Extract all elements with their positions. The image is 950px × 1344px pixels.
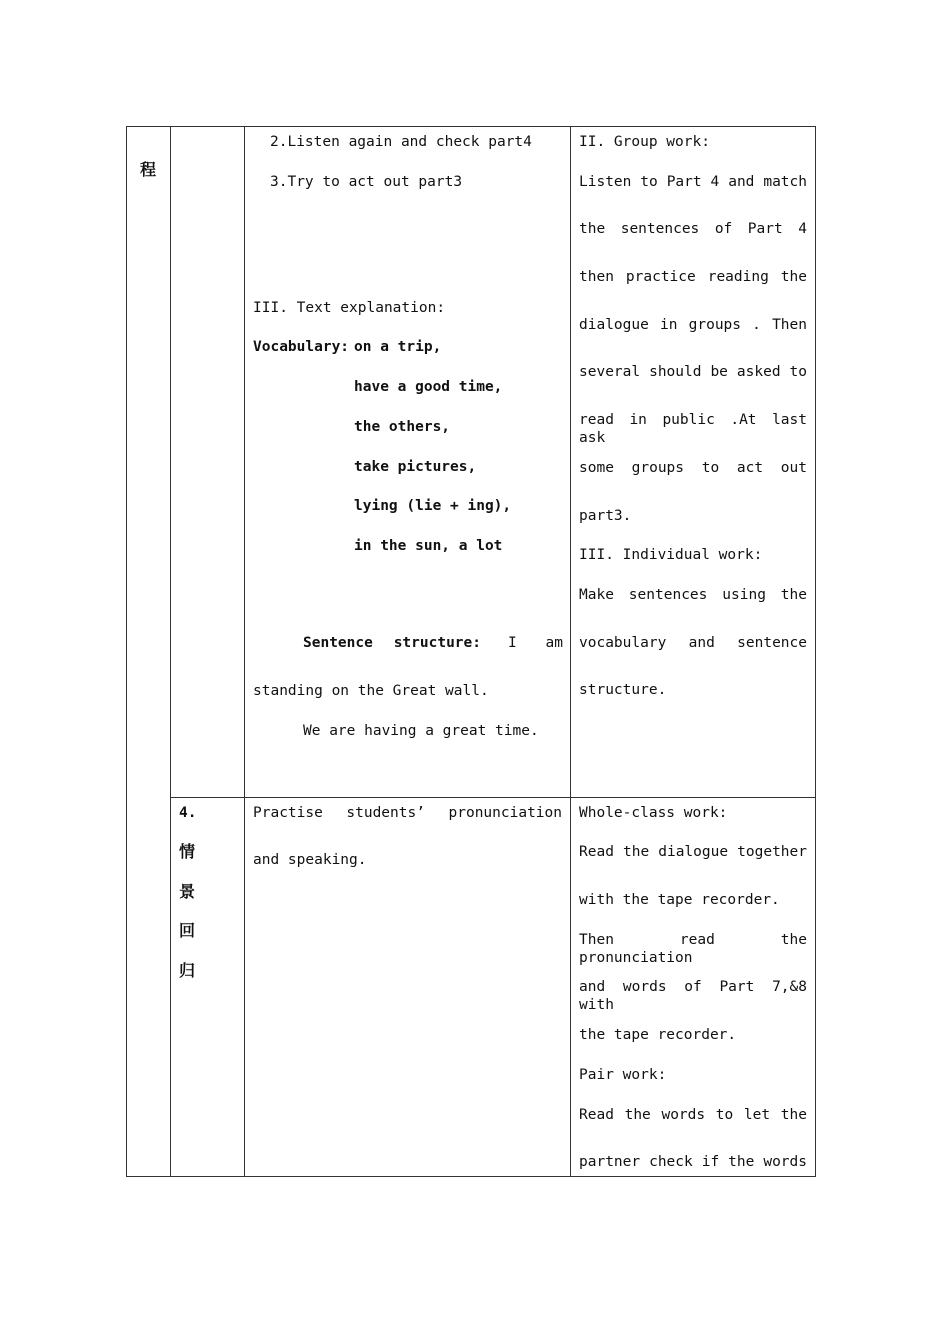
step-act-out: 3.Try to act out part3 bbox=[270, 174, 463, 190]
individual-work-heading: III. Individual work: bbox=[579, 547, 763, 563]
column-divider bbox=[170, 127, 171, 1176]
group-work-line: some groups to act out bbox=[579, 460, 807, 476]
sentence-example: I am bbox=[508, 635, 563, 651]
whole-class-line: Read the dialogue together bbox=[579, 844, 807, 860]
pair-work-line: partner check if the words bbox=[579, 1154, 807, 1170]
pair-work-line: Read the words to let the bbox=[579, 1107, 807, 1123]
group-work-line: then practice reading the bbox=[579, 269, 807, 285]
whole-class-line: Then read the pronunciation bbox=[579, 932, 807, 966]
group-work-line: the sentences of Part 4 bbox=[579, 221, 807, 237]
vocab-item: lying (lie + ing), bbox=[354, 498, 512, 514]
group-work-line: dialogue in groups . Then bbox=[579, 317, 807, 333]
text-explanation-heading: III. Text explanation: bbox=[253, 300, 446, 316]
aim-line: and speaking. bbox=[253, 852, 367, 868]
whole-class-line: the tape recorder. bbox=[579, 1027, 737, 1043]
sentence-example: We are having a great time. bbox=[303, 723, 539, 739]
group-work-line: several should be asked to bbox=[579, 364, 807, 380]
row-divider bbox=[170, 797, 815, 798]
group-work-line: part3. bbox=[579, 508, 632, 524]
step-title-char: 景 bbox=[179, 882, 196, 901]
whole-class-line: with the tape recorder. bbox=[579, 892, 780, 908]
sentence-structure-label: Sentence structure: bbox=[303, 635, 481, 651]
process-label: 程 bbox=[140, 160, 157, 179]
whole-class-line: and words of Part 7,&8 with bbox=[579, 979, 807, 1013]
whole-class-heading: Whole-class work: bbox=[579, 805, 728, 821]
individual-work-line: vocabulary and sentence bbox=[579, 635, 807, 651]
vocab-item: have a good time, bbox=[354, 379, 503, 395]
group-work-line: Listen to Part 4 and match bbox=[579, 174, 807, 190]
aim-line: Practise students’ pronunciation bbox=[253, 805, 562, 821]
vocab-item: take pictures, bbox=[354, 459, 477, 475]
vocab-item: in the sun, a lot bbox=[354, 538, 503, 554]
sentence-example: standing on the Great wall. bbox=[253, 683, 489, 699]
group-work-line: read in public .At last ask bbox=[579, 412, 807, 446]
vocabulary-label: Vocabulary: bbox=[253, 339, 350, 355]
group-work-heading: II. Group work: bbox=[579, 134, 710, 150]
vocab-item: on a trip, bbox=[354, 339, 442, 355]
step-listen-check: 2.Listen again and check part4 bbox=[270, 134, 532, 150]
vocab-item: the others, bbox=[354, 419, 451, 435]
step-number: 4. bbox=[179, 805, 197, 821]
step-title-char: 归 bbox=[179, 961, 196, 980]
individual-work-line: Make sentences using the bbox=[579, 587, 807, 603]
pair-work-heading: Pair work: bbox=[579, 1067, 667, 1083]
step-title-char: 情 bbox=[179, 842, 196, 861]
column-divider bbox=[244, 127, 245, 1176]
individual-work-line: structure. bbox=[579, 682, 667, 698]
column-divider bbox=[570, 127, 571, 1176]
step-title-char: 回 bbox=[179, 921, 196, 940]
